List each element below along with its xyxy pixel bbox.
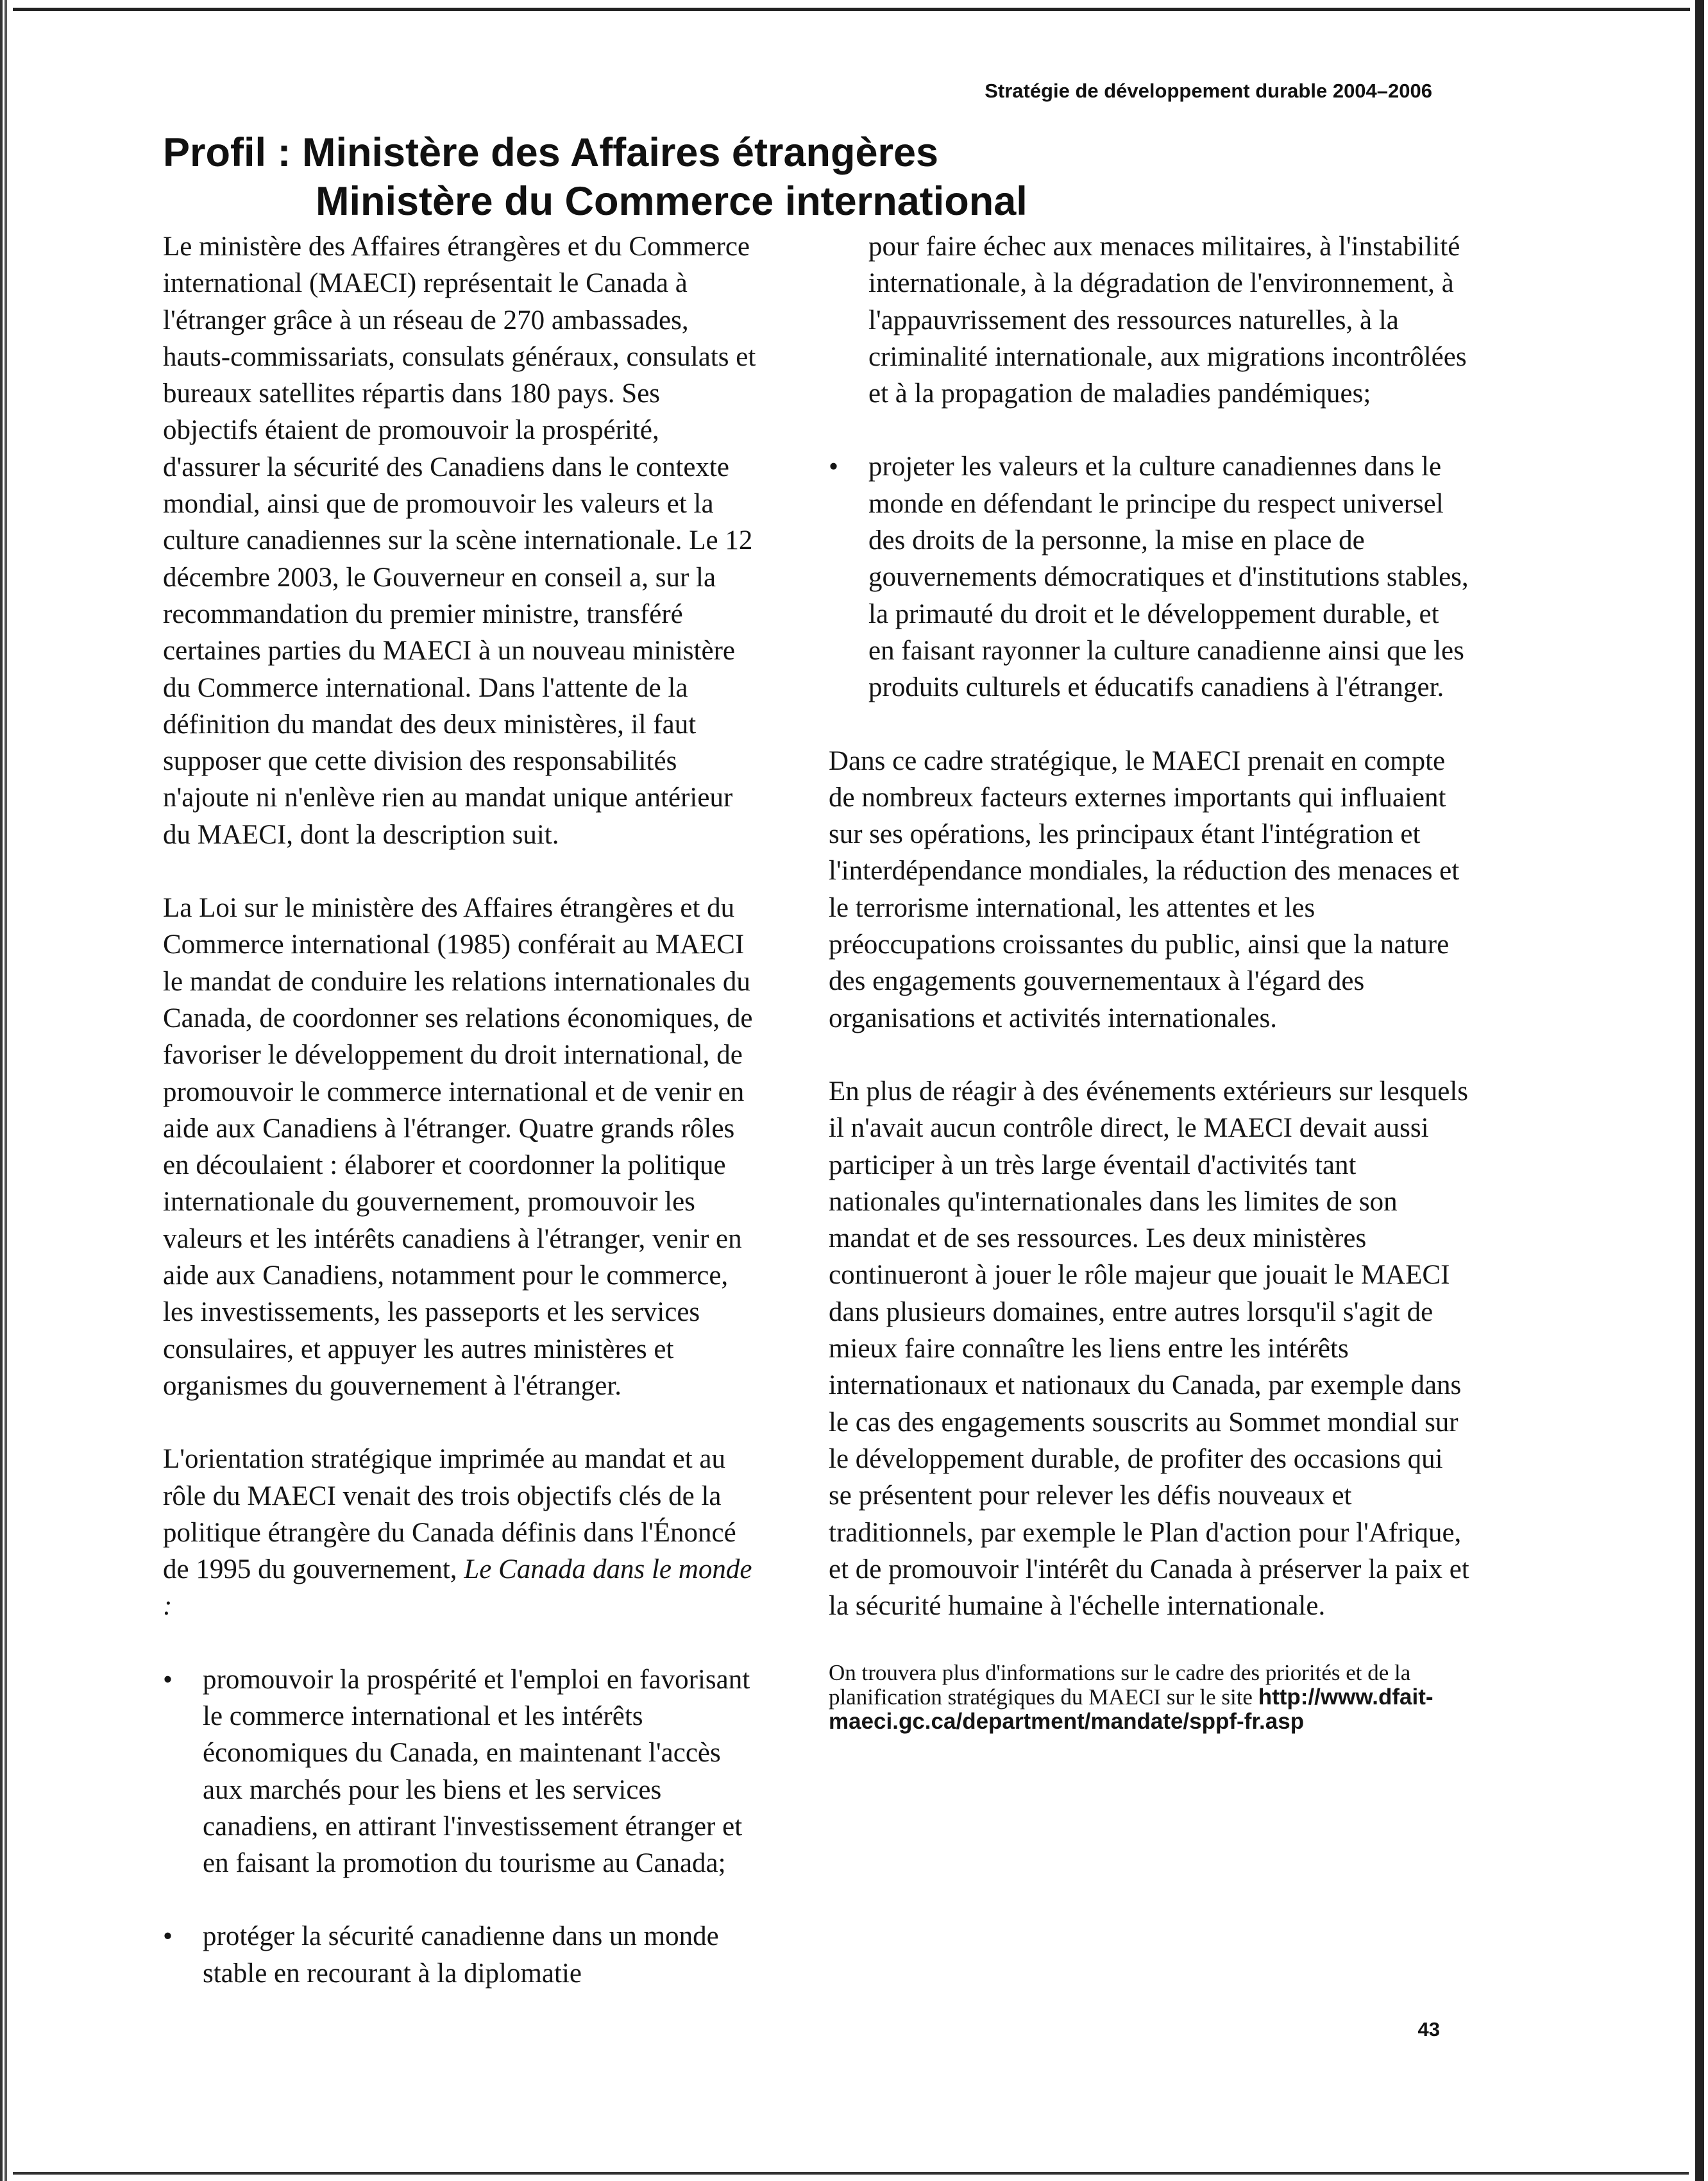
list-item xyxy=(163,1661,759,1882)
footnote-link[interactable]: http://www.dfait-maeci.gc.ca/department/mandate/sppf-fr.asp xyxy=(829,1685,1433,1735)
list-item-text: protéger la sécurité canadienne dans un monde stable en recourant à la diplomatie xyxy=(203,1921,719,1989)
footnote xyxy=(829,1661,1470,1734)
right-column xyxy=(829,228,1470,1770)
footnote-text: On trouvera plus d'informations sur le cadre des priorités et de la planification stratégiques du MAECI sur le site xyxy=(829,1660,1411,1710)
page-number: 43 xyxy=(1417,2018,1440,2041)
bullet-continuation: pour faire échec aux menaces militaires, à l'instabilité internationale, à la dégradation de l'environnement, à l'appauvrissement des ressources naturelles, à la criminalité internationale, aux migrations incontrôlées et à la propagation de maladies pandémiques; xyxy=(868,232,1467,409)
paragraph-4: Dans ce cadre stratégique, le MAECI prenait en compte de nombreux facteurs externes importants qui influaient sur ses opérations, les principaux étant l'intégration et l'interdépendance mondiales, la réduction des menaces et le terrorisme international, les attentes et les préoccupations croissantes du public, ainsi que la nature des engagements gouvernementaux à l'égard des organisations et activités internationales. xyxy=(829,745,1460,1033)
bullet-icon: • xyxy=(829,452,839,482)
objectives-list-continued xyxy=(829,448,1470,706)
bullet-icon: • xyxy=(163,1664,173,1695)
list-item-text: projeter les valeurs et la culture canadiennes dans le monde en défendant le principe du respect universel des droits de la personne, la mise en place de gouvernements démocratiques et d'institutions stables, la primauté du droit et le développement durable, et en faisant rayonner la culture canadienne ainsi que les produits culturels et éducatifs canadiens à l'étranger. xyxy=(868,452,1469,703)
paragraph-5: En plus de réagir à des événements extérieurs sur lesquels il n'avait aucun contrôle direct, le MAECI devait aussi participer à un très large éventail d'activités tant nationales qu'internationales dans les limites de son mandat et de ses ressources. Les deux ministères continueront à jouer le rôle majeur que jouait le MAECI dans plusieurs domaines, entre autres lorsqu'il s'agit de mieux faire connaître les liens entre les intérêts internationaux et nationaux du Canada, par exemple dans le cas des engagements souscrits au Sommet mondial sur le développement durable, de profiter des occasions qui se présentent pour relever les défis nouveaux et traditionnels, par exemple le Plan d'action pour l'Afrique, et de promouvoir l'intérêt du Canada à préserver la paix et la sécurité humaine à l'échelle internationale. xyxy=(829,1076,1469,1622)
list-item-text: promouvoir la prospérité et l'emploi en favorisant le commerce international et les intérêts économiques du Canada, en maintenant l'accès aux marchés pour les biens et les services canadiens, en attirant l'investissement étranger et en faisant la promotion du tourisme au Canada; xyxy=(203,1664,750,1879)
scan-border-right xyxy=(1690,0,1708,2181)
title-line-2: Ministère du Commerce international xyxy=(316,179,1027,224)
paragraph-2: La Loi sur le ministère des Affaires étrangères et du Commerce international (1985) conférait au MAECI le mandat de conduire les relations internationales du Canada, de coordonner ses relations économiques, de favoriser le développement du droit international, de promouvoir le commerce international et de venir en aide aux Canadiens à l'étranger. Quatre grands rôles en découlaient : élaborer et coordonner la politique internationale du gouvernement, promouvoir les valeurs et les intérêts canadiens à l'étranger, venir en aide aux Canadiens, notamment pour le commerce, les investissements, les passeports et les services consulaires, et appuyer les autres ministères et organismes du gouvernement à l'étranger. xyxy=(163,893,753,1401)
paragraph-3 xyxy=(163,1441,759,1624)
paragraph-3-text: L'orientation stratégique imprimée au mandat et au rôle du MAECI venait des trois objectifs clés de la politique étrangère du Canada définis dans l'Énoncé de 1995 du gouvernement, xyxy=(163,1444,736,1585)
title-lead: Profil : xyxy=(163,130,291,175)
title-line-1: Ministère des Affaires étrangères xyxy=(302,130,939,175)
page-title xyxy=(163,128,1027,226)
objectives-list xyxy=(163,1661,759,1992)
paragraph-1: Le ministère des Affaires étrangères et du Commerce international (MAECI) représentait le Canada à l'étranger grâce à un réseau de 270 ambassades, hauts-commissariats, consulats généraux, consulats et bureaux satellites répartis dans 180 pays. Ses objectifs étaient de promouvoir la prospérité, d'assurer la sécurité des Canadiens dans le contexte mondial, ainsi que de promouvoir les valeurs et la culture canadiennes sur la scène internationale. Le 12 décembre 2003, le Gouverneur en conseil a, sur la recommandation du premier ministre, transféré certaines parties du MAECI à un nouveau ministère du Commerce international. Dans l'attente de la définition du mandat des deux ministères, il faut supposer que cette division des responsabilités n'ajoute ni n'enlève rien au mandat unique antérieur du MAECI, dont la description suit. xyxy=(163,232,756,850)
left-column xyxy=(163,228,759,2028)
paragraph-3-italic: Le Canada dans le monde : xyxy=(163,1554,752,1622)
list-item xyxy=(829,448,1470,706)
running-header: Stratégie de développement durable 2004–2006 xyxy=(985,80,1432,102)
scan-border-bottom xyxy=(13,2172,1689,2175)
scan-border-top xyxy=(13,0,1708,11)
bullet-icon: • xyxy=(163,1921,173,1952)
list-item xyxy=(163,1918,759,1992)
scan-border-left xyxy=(0,0,9,2181)
